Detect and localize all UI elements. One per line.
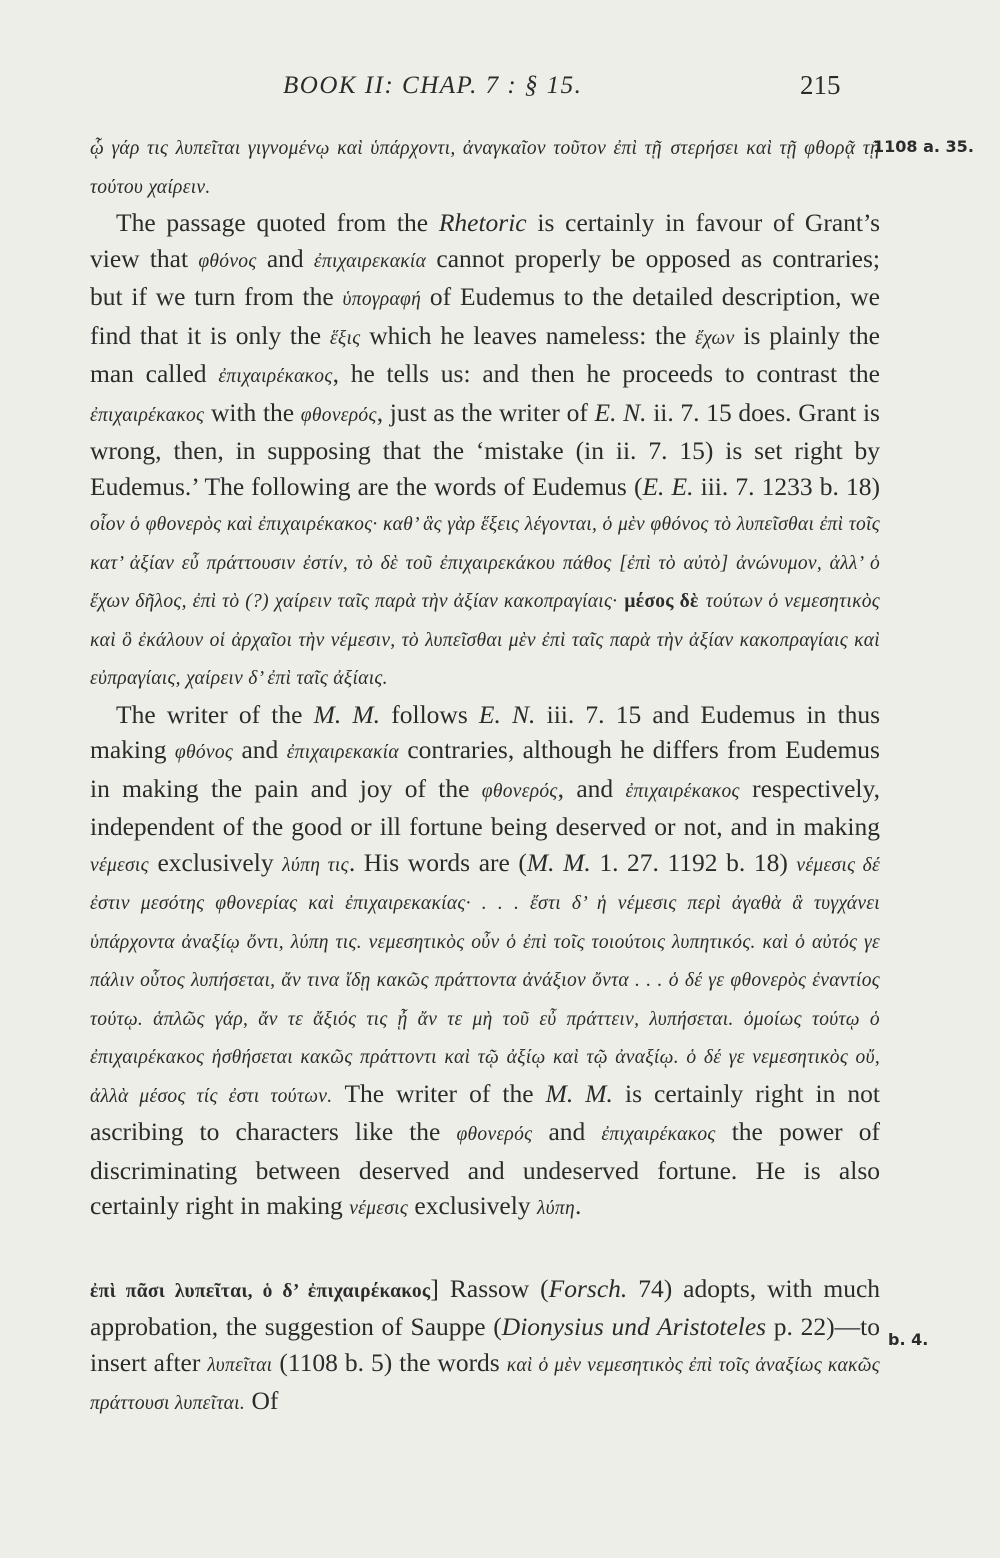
text: 74) adopts, with much approbation, the suggestion of Sauppe ( bbox=[90, 1273, 881, 1341]
text: and bbox=[256, 243, 314, 273]
margin-reference: b. 4. bbox=[888, 1330, 929, 1349]
running-head: BOOK II: CHAP. 7 : § 15. bbox=[283, 72, 583, 99]
text: which he leaves nameless: the bbox=[360, 320, 696, 350]
greek-text: νέμεσις bbox=[90, 854, 149, 876]
text: p. 22)—to insert after bbox=[90, 1312, 880, 1377]
text: the power of discriminating between deserved and undeserved fortune. He is also certainly right in making bbox=[90, 1117, 881, 1220]
italic-title: Rhetoric bbox=[438, 208, 527, 237]
text: 1. 27. 1192 b. 18) bbox=[590, 847, 797, 877]
greek-text: φθονερός bbox=[481, 780, 558, 802]
italic-title: Dionysius und Aristoteles bbox=[501, 1312, 767, 1341]
text: exclusively bbox=[408, 1191, 537, 1220]
italic-reference: Forsch. bbox=[548, 1273, 628, 1303]
text: , just as the writer of bbox=[376, 397, 595, 427]
greek-text: λυπεῖται bbox=[207, 1354, 273, 1376]
greek-text: ἐπιχαιρέκακος bbox=[218, 366, 333, 387]
text: ] Rassow ( bbox=[430, 1273, 549, 1303]
greek-quotation: νέμεσις δέ ἐστιν μεσότης φθονερίας καὶ ἐπιχαιρεκακίας· . . . ἔστι δ’ ἡ νέμεσις περὶ ἀγαθὰ ἃ τυγχάνει ὑπάρχοντα ἀναξίῳ ὄντι, λύπη τις. νεμεσητικὸς οὖν ὁ ἐπὶ τοῖς τοιούτοις λυπητικός. καὶ ὁ αὐτός γε πάλιν οὗτος λυπήσεται, ἄν τινα ἴδῃ κακῶς πράττοντα ἀνάξιον ὄντα . . . ὁ δέ γε φθονερὸς ἐναντίος τούτῳ. ἁπλῶς γάρ, ἄν τε ἄξιός τις ᾖ ἄν τε μὴ τοῦ εὖ πράττειν, λυπήσεται. ὁμοίως τούτῳ ὁ ἐπιχαιρέκακος ἡσθήσεται κακῶς πράττοντι καὶ τῷ ἀξίῳ καὶ τῷ ἀναξίῳ. ὁ δέ γε νεμεσητικὸς οὔ, ἀλλὰ μέσος τίς ἐστι τούτων. bbox=[90, 854, 881, 1107]
page-number: 215 bbox=[800, 70, 841, 100]
text: iii. 7. 1233 b. 18) bbox=[693, 471, 880, 501]
italic-reference: M. M. bbox=[313, 699, 381, 729]
text: and bbox=[233, 735, 287, 764]
greek-text: ᾧ γάρ τις λυπεῖται γιγνομένῳ καὶ ὑπάρχοντι, ἀναγκαῖον τοῦτον ἐπὶ τῇ bbox=[90, 138, 662, 159]
text: exclusively bbox=[148, 847, 283, 877]
page-header bbox=[0, 72, 1000, 112]
greek-text: στερήσει καὶ τῇ φθορᾷ τῇ τούτου χαίρειν. bbox=[90, 138, 880, 198]
paragraph bbox=[90, 205, 880, 697]
italic-reference: M. M. bbox=[545, 1078, 613, 1108]
greek-text: λύπη bbox=[536, 1198, 575, 1219]
greek-text: φθονερός bbox=[300, 404, 377, 426]
greek-text: ὑπογραφή bbox=[342, 289, 422, 310]
text: with the bbox=[204, 397, 301, 427]
text: is certainly in favour of Grant’s view that bbox=[90, 208, 881, 273]
greek-quotation: οἷον ὁ φθονερὸς καὶ ἐπιχαιρέκακος· καθ’ ἃς γὰρ ἕξεις λέγονται, ὁ μὲν φθόνος τὸ λυπεῖσθαι ἐπὶ τοῖς κατ’ ἀξίαν εὖ πράττουσιν ἐστίν, τὸ δὲ τοῦ ἐπιχαιρεκάκου πάθος [ἐπὶ τὸ αὐτὸ] ἀνώνυμον, ἀλλ’ ὁ ἔχων δῆλος, ἐπὶ τὸ (?) χαίρειν ταῖς παρὰ τὴν ἀξίαν κακοπραγίαις· bbox=[90, 514, 880, 612]
lemma: ἐπὶ πᾶσι λυπεῖται, ὁ δ’ ἐπιχαιρέκακος bbox=[90, 1280, 431, 1302]
text: , and bbox=[557, 773, 626, 803]
text: Of bbox=[245, 1386, 279, 1415]
text: The writer of the bbox=[332, 1078, 546, 1108]
greek-quotation: καὶ ὁ μὲν νεμεσητικὸς ἐπὶ τοῖς ἀναξίως κακῶς πράττουσι λυπεῖται. bbox=[90, 1354, 880, 1414]
text: respectively, independent of the good or ill fortune being deserved or not, and in making bbox=[90, 773, 880, 841]
text: is plainly the man called bbox=[90, 320, 880, 388]
italic-reference: E. E. bbox=[642, 471, 694, 501]
text: . bbox=[574, 1191, 582, 1220]
commentary-note bbox=[90, 1271, 880, 1422]
italic-reference: E. N. bbox=[594, 397, 647, 427]
greek-text: ἐπιχαιρέκακος bbox=[90, 404, 205, 426]
greek-text: ἔχων bbox=[695, 327, 735, 349]
greek-text: ἐπιχαιρεκακία bbox=[286, 742, 399, 763]
text: of Eudemus to the detailed description, we find that it is only the bbox=[90, 282, 880, 350]
greek-text: ἐπιχαιρέκακος bbox=[625, 780, 740, 802]
text: , he tells us: and then he proceeds to contrast the bbox=[332, 359, 880, 388]
text: and bbox=[532, 1117, 602, 1146]
italic-reference: M. M. bbox=[526, 847, 591, 877]
text: The passage quoted from the bbox=[116, 208, 439, 237]
text: contraries, although he differs from Eudemus in making the pain and joy of the bbox=[90, 735, 880, 803]
text: cannot properly be opposed as contraries; but if we turn from the bbox=[90, 243, 880, 311]
greek-text: νέμεσις bbox=[349, 1198, 409, 1219]
text: . His words are ( bbox=[348, 847, 527, 877]
text: The writer of the bbox=[116, 699, 314, 729]
greek-text: λύπη τις bbox=[282, 854, 349, 876]
text: is certainly right in not ascribing to characters like the bbox=[90, 1078, 880, 1146]
text bbox=[699, 584, 706, 613]
text: follows bbox=[380, 699, 479, 729]
text: (1108 b. 5) the words bbox=[272, 1347, 507, 1377]
greek-text: μέσος δὲ bbox=[624, 591, 699, 612]
greek-quotation-continuation bbox=[90, 128, 880, 205]
text: ii. 7. 15 does. Grant is wrong, then, in supposing that the ‘mistake (in ii. 7. 15) is set right by Eudemus.’ The following are the words of Eudemus ( bbox=[90, 397, 880, 501]
greek-text: ἐπιχαιρεκακία bbox=[313, 250, 427, 272]
page-body bbox=[90, 128, 880, 1422]
greek-text: φθονερός bbox=[456, 1124, 533, 1145]
greek-text: φθόνος bbox=[198, 250, 257, 272]
text: iii. 7. 15 and Eudemus in thus making bbox=[90, 699, 880, 764]
paragraph bbox=[90, 697, 880, 1227]
margin-reference: 1108 a. 35. bbox=[873, 137, 974, 156]
italic-reference: E. N. bbox=[478, 699, 536, 729]
greek-text: ἕξις bbox=[329, 327, 361, 349]
greek-quotation: τούτων ὁ νεμεσητικὸς καὶ ὃ ἐκάλουν οἱ ἀρχαῖοι τὴν νέμεσιν, τὸ λυπεῖσθαι μὲν ἐπὶ ταῖς παρὰ τὴν ἀξίαν κακοπραγίαις καὶ εὐπραγίαις, χαίρειν δ’ ἐπὶ ταῖς ἀξίαις. bbox=[90, 591, 881, 689]
greek-text: ἐπιχαιρέκακος bbox=[601, 1124, 716, 1145]
greek-text: φθόνος bbox=[174, 742, 234, 763]
